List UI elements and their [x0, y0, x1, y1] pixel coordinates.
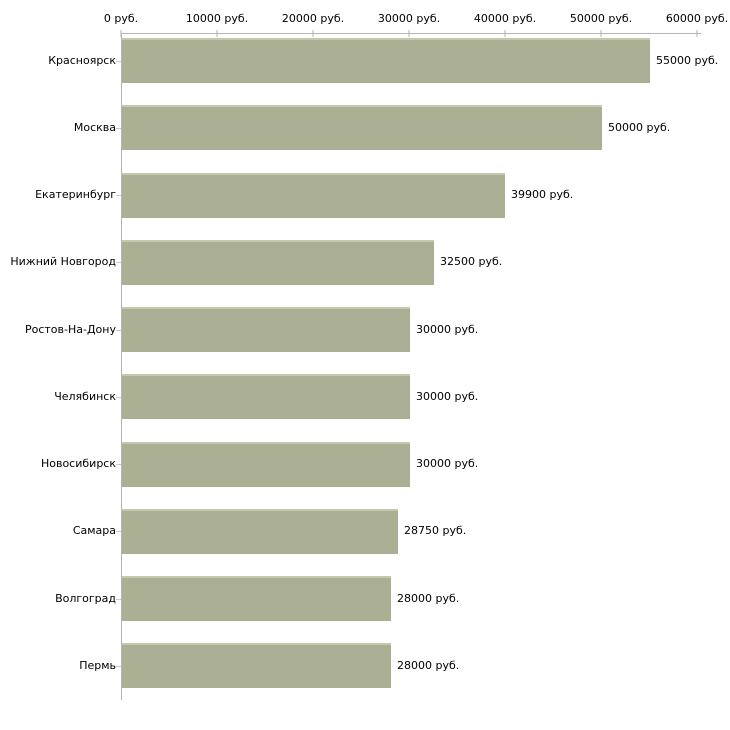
- value-label: 39900 руб.: [511, 188, 574, 201]
- bar: [122, 374, 410, 419]
- category-tick-mark: [116, 61, 121, 62]
- bar: [122, 173, 505, 218]
- category-label: Волгоград: [55, 591, 116, 605]
- category-tick-mark: [116, 531, 121, 532]
- bar: [122, 509, 398, 554]
- x-axis-tick-label: 20000 руб.: [281, 12, 345, 25]
- x-axis-tick-label: 30000 руб.: [377, 12, 441, 25]
- value-label: 50000 руб.: [608, 120, 671, 134]
- category-label: Новосибирск: [40, 457, 116, 470]
- x-axis-line: [121, 33, 701, 34]
- x-axis-tick-label: 40000 руб.: [473, 12, 537, 25]
- category-tick-mark: [116, 330, 121, 331]
- value-label: 32500 руб.: [440, 255, 503, 269]
- category-label: Нижний Новгород: [10, 255, 116, 269]
- category-tick-mark: [116, 195, 121, 196]
- bar: [122, 105, 602, 150]
- category-tick-mark: [116, 397, 121, 398]
- category-tick-mark: [116, 599, 121, 600]
- category-label: Екатеринбург: [35, 188, 116, 201]
- value-label: 55000 руб.: [656, 53, 719, 67]
- category-tick-mark: [116, 464, 121, 465]
- value-label: 28750 руб.: [404, 524, 467, 538]
- x-axis-tick-label: 10000 руб.: [185, 12, 249, 25]
- category-label: Ростов-На-Дону: [24, 322, 116, 336]
- value-label: 30000 руб.: [416, 322, 479, 336]
- bar: [122, 576, 391, 621]
- value-label: 30000 руб.: [416, 389, 479, 403]
- bar: [122, 38, 650, 83]
- category-tick-mark: [116, 262, 121, 263]
- bar: [122, 442, 410, 487]
- x-axis-tick-label: 60000 руб.: [665, 12, 729, 25]
- x-axis-tick-label: 0 руб.: [103, 12, 139, 25]
- bar: [122, 643, 391, 688]
- x-axis-tick-label: 50000 руб.: [569, 12, 633, 25]
- bar: [122, 240, 434, 285]
- category-tick-mark: [116, 128, 121, 129]
- bar: [122, 307, 410, 352]
- value-label: 30000 руб.: [416, 457, 479, 470]
- value-label: 28000 руб.: [397, 658, 460, 672]
- category-label: Красноярск: [48, 53, 116, 67]
- category-label: Самара: [72, 524, 116, 538]
- category-label: Москва: [73, 120, 116, 134]
- value-label: 28000 руб.: [397, 591, 460, 605]
- category-tick-mark: [116, 666, 121, 667]
- category-label: Челябинск: [54, 389, 116, 403]
- category-label: Пермь: [79, 658, 116, 672]
